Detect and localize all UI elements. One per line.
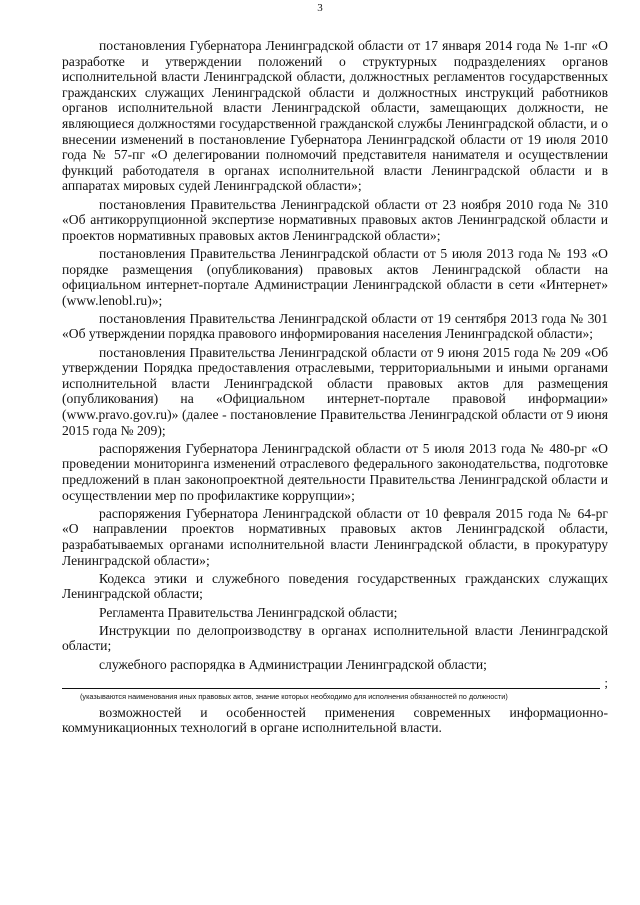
paragraph-legal-act: постановления Губернатора Ленинградской области от 17 января 2014 года № 1-пг «О разработке и утверждении положений о структурных подразделениях органов исполнительной власти Ленинградской области, должностных регламентов государственных гражданских служащих Ленинградской области и должностных инструкций работников органов исполнительной власти Ленинградской области, замещающих должности, не являющиеся должностями государственной гражданской службы Ленинградской области, и о внесении изменений в постановление Губернатора Ленинградской области от 19 июля 2010 года № 57-пг «О делегировании полномочий представителя нанимателя и осуществлении функций работодателя в органах исполнительной власти Ленинградской области и в аппаратах мировых судей Ленинградской области»; [62,38,608,194]
paragraph-legal-act: постановления Правительства Ленинградской области от 23 ноября 2010 года № 310 «Об антикоррупционной экспертизе нормативных правовых актов Ленинградской области и проектов нормативных правовых актов Ленинградской области»; [62,196,608,243]
paragraph-final: возможностей и особенностей применения современных информационно-коммуникационных технологий в органе исполнительной власти. [62,704,608,736]
paragraph-legal-act: Регламента Правительства Ленинградской области; [99,604,398,620]
fill-line-semicolon: ; [604,675,608,691]
paragraph-legal-act: распоряжения Губернатора Ленинградской области от 5 июля 2013 года № 480-рг «О проведении мониторинга изменений отраслевого федерального законодательства, подготовке предложений в план законопроектной деятельности Правительства Ленинградской области и осуществлении мер по профилактике коррупции»; [62,440,608,503]
footnote-caption: (указываются наименования иных правовых актов, знание которых необходимо для исполнения обязанностей по должности) [80,691,508,701]
paragraph-legal-act: постановления Правительства Ленинградской области от 5 июля 2013 года № 193 «О порядке размещения (опубликования) правовых актов Ленинградской области на официальном интернет-портале Администрации Ленинградской области в сети «Интернет» (www.lenobl.ru)»; [62,245,608,308]
blank-fill-line [62,675,608,691]
paragraph-legal-act: распоряжения Губернатора Ленинградской области от 10 февраля 2015 года № 64-рг «О направлении проектов нормативных правовых актов Ленинградской области, разрабатываемых органами исполнительной власти Ленинградской области, в прокуратуру Ленинградской области»; [62,505,608,568]
document-body [62,38,608,738]
paragraph-legal-act: Инструкции по делопроизводству в органах исполнительной власти Ленинградской области; [62,622,608,654]
paragraph-legal-act: постановления Правительства Ленинградской области от 19 сентября 2013 года № 301 «Об утверждении порядка правового информирования населения Ленинградской области»; [62,310,608,342]
paragraph-legal-act: постановления Правительства Ленинградской области от 9 июня 2015 года № 209 «Об утверждении Порядка предоставления отраслевыми, территориальными и иными органами исполнительной власти Ленинградской области правовых актов для размещения (опубликования) на «Официальном интернет-портале правовой информации» (www.pravo.gov.ru)» (далее - постановление Правительства Ленинградской области от 9 июня 2015 года № 209); [62,344,608,438]
paragraph-legal-act: служебного распорядка в Администрации Ленинградской области; [99,656,487,672]
paragraph-legal-act: Кодекса этики и служебного поведения государственных гражданских служащих Ленинградской области; [62,570,608,602]
underline-rule [62,688,600,689]
page-number: 3 [317,2,323,14]
